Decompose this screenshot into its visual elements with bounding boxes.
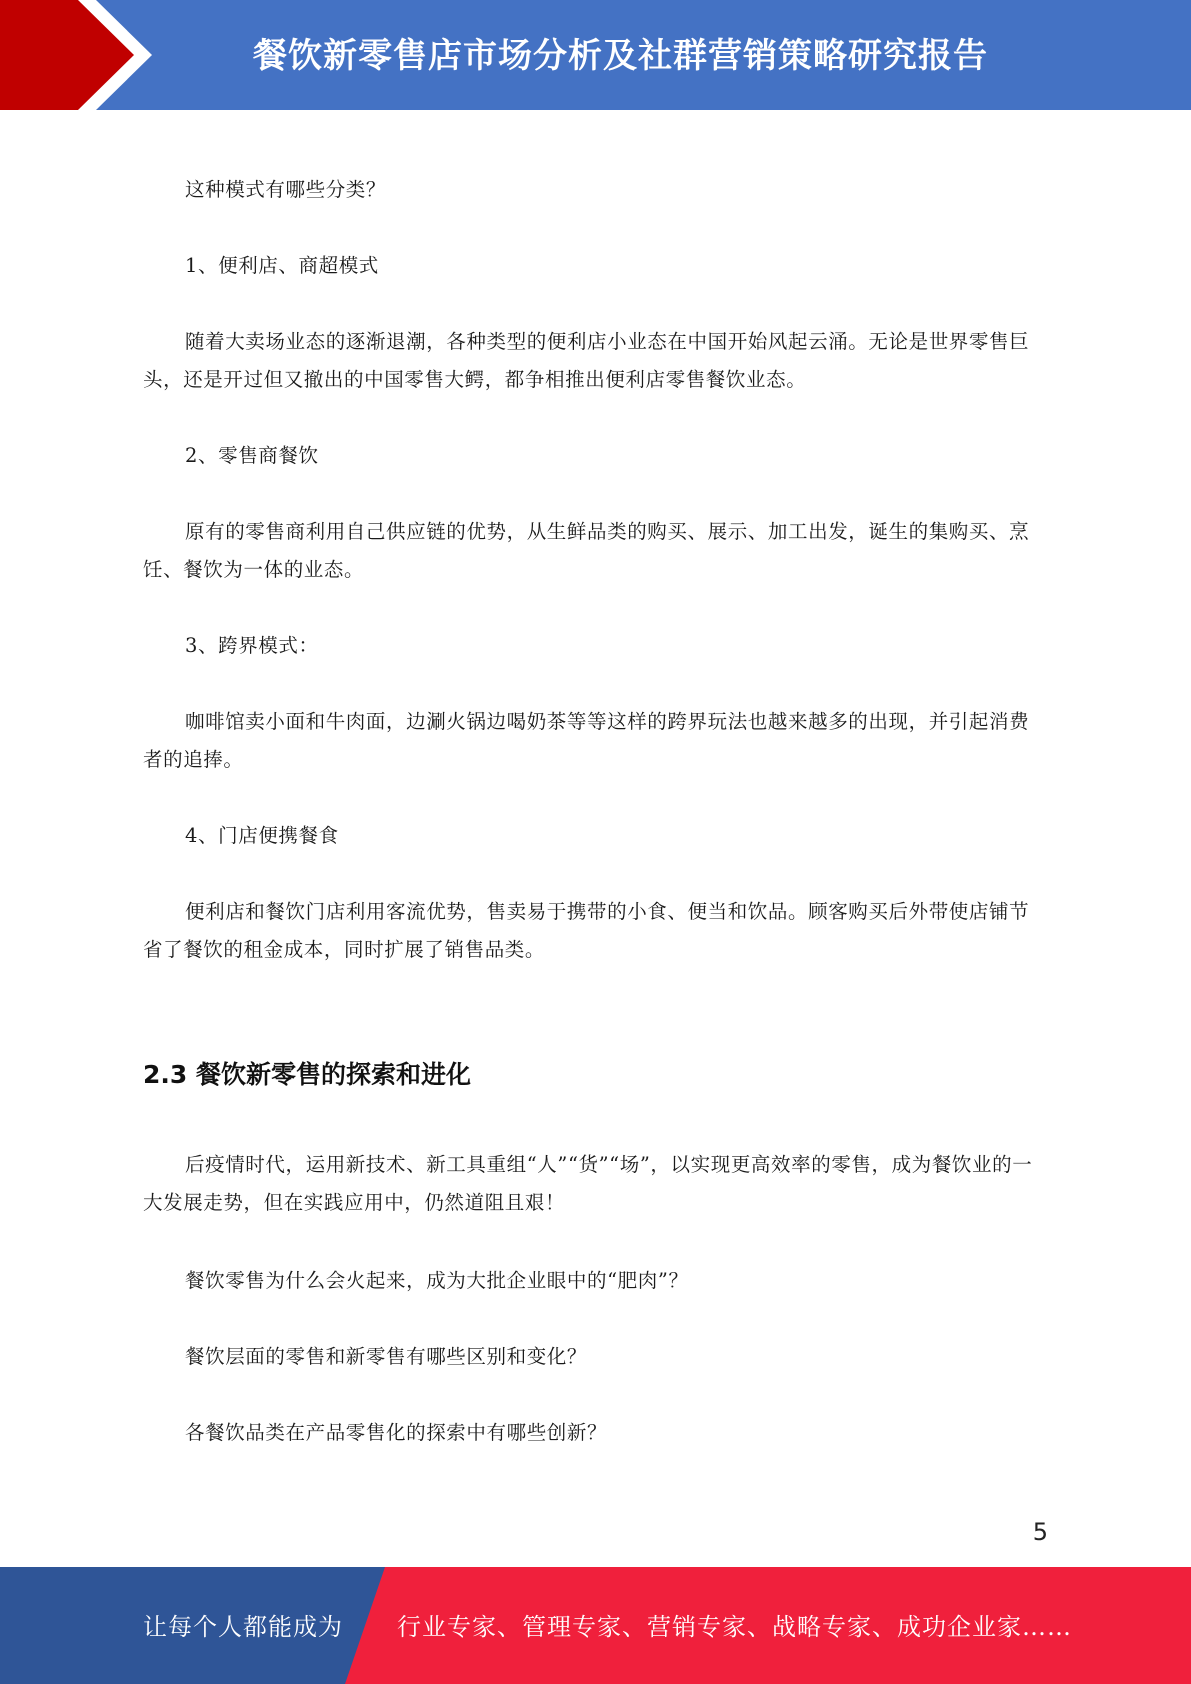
footer-slogan-right: 行业专家、管理专家、营销专家、战略专家、成功企业家…… bbox=[397, 1613, 1072, 1641]
paragraph: 这种模式有哪些分类？ bbox=[185, 178, 387, 201]
paragraph: 原有的零售商利用自己供应链的优势，从生鲜品类的购买、展示、加工出发，诞生的集购买、烹饪、餐饮为一体的业态。 bbox=[143, 520, 1030, 581]
section-heading: 2.3 餐饮新零售的探索和进化 bbox=[143, 1060, 471, 1089]
footer-slogan-left: 让每个人都能成为 bbox=[143, 1613, 343, 1641]
paragraph: 随着大卖场业态的逐渐退潮，各种类型的便利店小业态在中国开始风起云涌。无论是世界零售巨头，还是开过但又撤出的中国零售大鳄，都争相推出便利店零售餐饮业态。 bbox=[143, 330, 1030, 391]
paragraph: 后疫情时代，运用新技术、新工具重组“人”“货”“场”，以实现更高效率的零售，成为餐饮业的一大发展走势，但在实践应用中，仍然道阻且艰！ bbox=[143, 1153, 1033, 1214]
list-item-heading: 4、门店便携餐食 bbox=[185, 824, 339, 847]
paragraph: 咖啡馆卖小面和牛肉面，边涮火锅边喝奶茶等等这样的跨界玩法也越来越多的出现，并引起消费者的追捧。 bbox=[143, 710, 1030, 771]
list-item-heading: 3、跨界模式： bbox=[185, 634, 319, 657]
paragraph: 餐饮层面的零售和新零售有哪些区别和变化？ bbox=[185, 1345, 588, 1368]
footer-banner bbox=[0, 1567, 1191, 1684]
header-banner bbox=[0, 0, 1191, 110]
document-title: 餐饮新零售店市场分析及社群营销策略研究报告 bbox=[253, 36, 988, 76]
list-item-heading: 2、零售商餐饮 bbox=[185, 444, 319, 467]
paragraph: 各餐饮品类在产品零售化的探索中有哪些创新？ bbox=[185, 1421, 608, 1444]
page-number: 5 bbox=[1032, 1518, 1048, 1546]
paragraph: 便利店和餐饮门店利用客流优势，售卖易于携带的小食、便当和饮品。顾客购买后外带使店铺节省了餐饮的租金成本，同时扩展了销售品类。 bbox=[143, 900, 1030, 961]
paragraph: 餐饮零售为什么会火起来，成为大批企业眼中的“肥肉”？ bbox=[185, 1269, 689, 1292]
list-item-heading: 1、便利店、商超模式 bbox=[185, 254, 379, 277]
